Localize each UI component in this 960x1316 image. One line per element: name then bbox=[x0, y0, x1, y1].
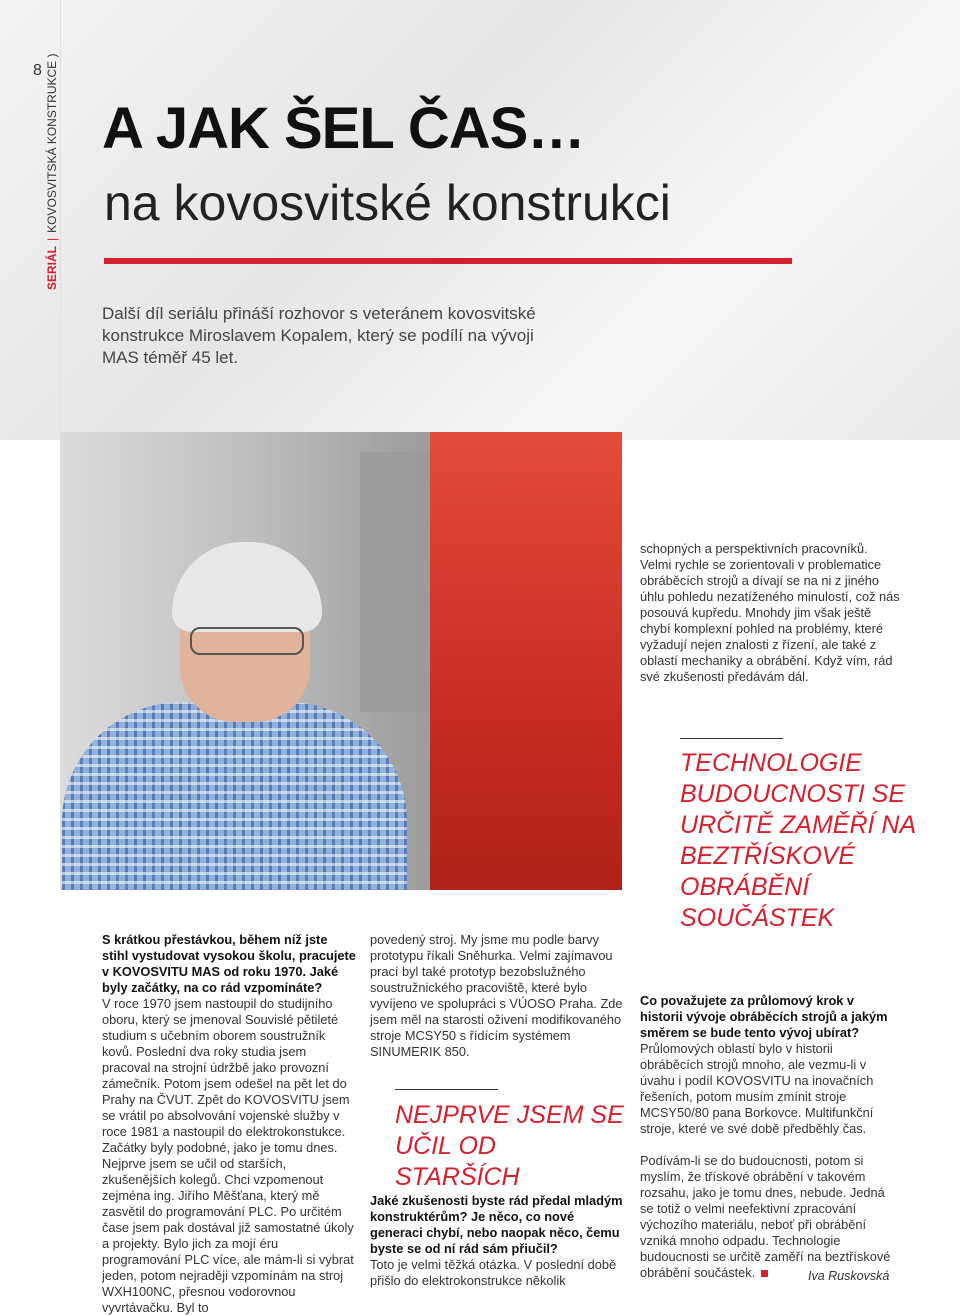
pull-quote-rule-center bbox=[395, 1089, 498, 1090]
section-label-end: ) bbox=[45, 53, 59, 58]
intro-text: Další díl seriálu přináší rozhovor s veteránem kovosvitské konstrukce Miroslavem Kopalem, který se podílí na vývoji MAS téměř 45 let. bbox=[102, 304, 536, 367]
column-2-top bbox=[370, 932, 626, 1060]
section-label-topic: KOVOSVITSKÁ KONSTRUKCE bbox=[45, 60, 59, 233]
person-shirt bbox=[62, 702, 407, 890]
section-label-separator: | bbox=[45, 237, 59, 241]
column-3 bbox=[640, 993, 898, 1281]
column-1 bbox=[102, 932, 356, 1316]
person-hair bbox=[172, 542, 322, 632]
answer-3-part-2 bbox=[640, 1153, 898, 1281]
question-1: S krátkou přestávkou, během níž jste stihl vystudovat vysokou školu, pracujete v KOVOSVITU MAS od roku 1970. Jaké byly začátky, na co rád vzpomínáte? bbox=[102, 932, 356, 995]
answer-1-continued: povedený stroj. My jsme mu podle barvy prototypu říkali Sněhurka. Velmi zajímavou prací byl také prototyp bezobslužného soustružnického pracoviště, které bylo vyvíjeno ve spolupráci s VÚOSO Praha. Zde jsem měl na starosti oživení modifikovaného stroje MCSY50 s řídícím systémem SINUMERIK 850. bbox=[370, 932, 623, 1059]
pull-quote-right: TECHNOLOGIE BUDOUCNOSTI SE URČITĚ ZAMĚŘÍ NA BEZTŘÍSKOVÉ OBRÁBĚNÍ SOUČÁSTEK bbox=[680, 749, 916, 932]
machine-background bbox=[360, 452, 440, 712]
question-2: Jaké zkušenosti byste rád předal mladým konstruktérům? Je něco, co nové generaci chybí, nebo naopak něco, čemu byste se od ní rád sám přiučil? bbox=[370, 1193, 623, 1256]
answer-1: V roce 1970 jsem nastoupil do studijního oboru, který se jmenoval Souvislé pětileté studium s učebním oborem soustružník kovů. Poslední dva roky studia jsem pracoval na strojní údržbě jako provozní zámečník. Potom jsem odešel na pět let do Prahy na ČVUT. Zpět do KOVOSVITU jsem se vrátil po absolvování vojenské služby v roce 1981 a nastoupil do elektrokonstukce. Začátky byly podobné, jako je tomu dnes. Nejprve jsem se učil od starších, zkušenějších kolegů. Chci vzpomenout zejména ing. Jiřího Měšťana, který mě zasvětil do programování PLC. Po určitém čase jsem pak dostával již samostatné úkoly a projekty. Bylo jich za mojí éru programování PLC více, ale mám-li si vybrat jeden, potom nejraději vzpomínám na stroj WXH100NC, přesnou vodorovnou vyvrtávačku. Byl to bbox=[102, 996, 354, 1315]
portrait-photo bbox=[60, 432, 622, 890]
accent-rule bbox=[104, 258, 792, 264]
headline: A JAK ŠEL ČAS… bbox=[102, 96, 585, 161]
page-number: 8 bbox=[33, 62, 42, 79]
pull-quote-center: NEJPRVE JSEM SE UČIL OD STARŠÍCH bbox=[395, 1101, 624, 1191]
question-3: Co považujete za průlomový krok v historii vývoje obráběcích strojů a jakým směrem se bude tento vývoj ubírat? bbox=[640, 993, 888, 1040]
pull-quote-rule-right bbox=[680, 738, 783, 739]
right-column-top: schopných a perspektivních pracovníků. Velmi rychle se zorientovali v problematice obráběcích strojů a dívají se na ni z jiného úhlu pohledu nezatíženého minulostí, což nás posouvá kupředu. Mnohdy jim však ještě chybí komplexní pohled na problémy, které vyžadují nejen znalosti z řízení, ale také z oblastí mechaniky a obrábění. Když vím, rád své zkušenosti předávám dál. bbox=[640, 541, 900, 684]
author-name: Iva Ruskovská bbox=[808, 1269, 890, 1283]
article-end-icon bbox=[761, 1270, 768, 1277]
answer-2: Toto je velmi těžká otázka. V poslední době přišlo do elektrokonstrukce několik bbox=[370, 1257, 617, 1288]
answer-3: Průlomových oblastí bylo v historii obráběcích strojů mnoho, ale vezmu-li v úvahu i podíl KOVOSVITU na inovačních řešeních, potom musím zmínit stroje MCSY50/80 pana Borkovce. Multifunkční stroje, které ve své době předběhly čas. bbox=[640, 1041, 874, 1136]
sidebar bbox=[0, 0, 61, 440]
subheadline: na kovosvitské konstrukci bbox=[104, 175, 671, 231]
column-2-bottom bbox=[370, 1193, 626, 1289]
red-machine bbox=[430, 432, 622, 890]
answer-3-part-2-text: Podívám-li se do budoucnosti, potom si myslím, že třískové obrábění v takovém rozsahu, jako je tomu dnes, nebude. Jedná se totiž o velmi neefektivní zpracování výchozího materiálu, neboť při obrábění vzniká mnoho odpadu. Technologie budoucnosti se určitě zaměří na beztřískové obrábění součástek. bbox=[640, 1153, 891, 1280]
section-label-series: SERIÁL bbox=[45, 245, 59, 290]
section-label bbox=[45, 53, 59, 290]
person-glasses bbox=[190, 627, 304, 655]
